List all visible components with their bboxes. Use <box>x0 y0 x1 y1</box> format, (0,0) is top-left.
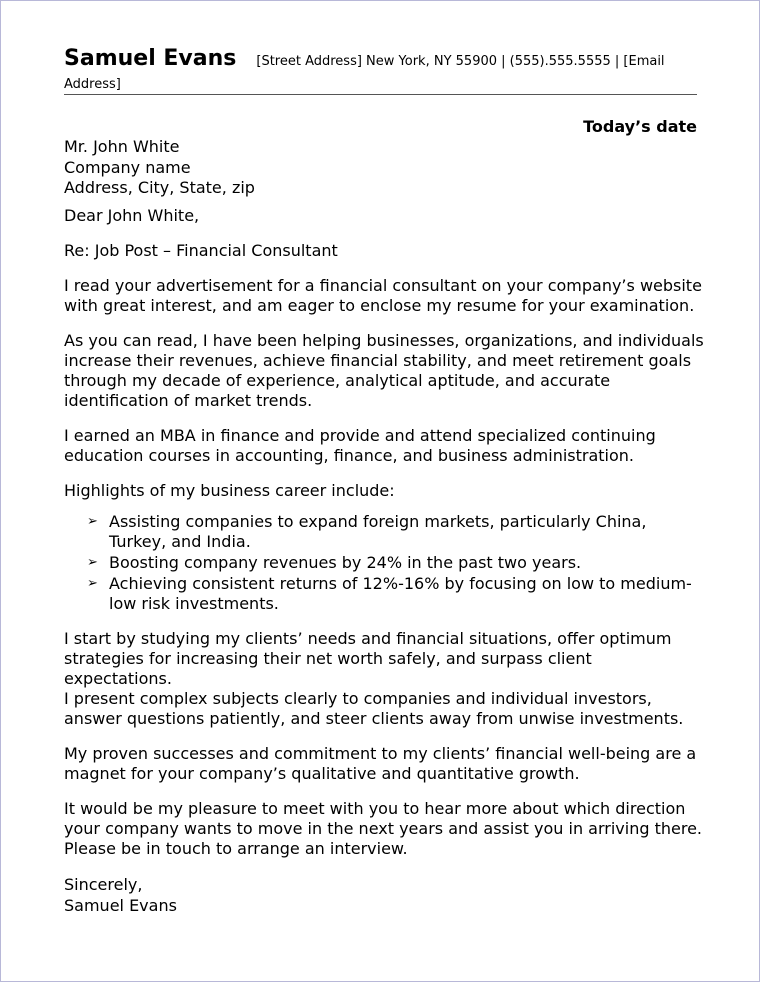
paragraph-education: I earned an MBA in finance and provide and attend specialized continuing education courses in accounting, finance, and business administration. <box>64 425 656 465</box>
arrow-bullet-icon: ➢ <box>87 575 98 591</box>
list-item <box>64 574 704 614</box>
paragraph-communication: I present complex subjects clearly to companies and individual investors, answer questions patiently, and steer clients away from unwise investments. <box>64 688 684 728</box>
recipient-company: Company name <box>64 157 191 177</box>
letter-date: Today’s date <box>583 117 697 136</box>
recipient-block <box>64 137 704 199</box>
paragraph-approach: I start by studying my clients’ needs and financial situations, offer optimum strategies for increasing their net worth safely, and surpass client expectations. <box>64 628 672 688</box>
highlight-text: Achieving consistent returns of 12%-16% by focusing on low to medium-low risk investments. <box>109 573 692 613</box>
highlight-text: Assisting companies to expand foreign markets, particularly China, Turkey, and India. <box>109 511 647 551</box>
recipient-name: Mr. John White <box>64 137 180 156</box>
arrow-bullet-icon: ➢ <box>87 513 98 529</box>
sender-name: Samuel Evans <box>64 46 237 71</box>
list-item <box>64 553 704 573</box>
highlights-list <box>64 512 704 614</box>
recipient-address: Address, City, State, zip <box>64 178 255 197</box>
list-item <box>64 512 704 552</box>
subject-line: Re: Job Post – Financial Consultant <box>64 240 338 260</box>
signature-name: Samuel Evans <box>64 895 177 915</box>
paragraph-call-to-action: Please be in touch to arrange an interview. <box>64 838 408 858</box>
paragraph-meeting: It would be my pleasure to meet with you to hear more about which direction your company wants to move in the next years and assist you in arriving there. <box>64 798 702 838</box>
arrow-bullet-icon: ➢ <box>87 554 98 570</box>
highlight-text: Boosting company revenues by 24% in the past two years. <box>109 552 582 572</box>
paragraph-experience: As you can read, I have been helping businesses, organizations, and individuals increase their revenues, achieve financial stability, and meet retirement goals through my decade of experience, analytical aptitude, and accurate identification of market trends. <box>64 330 704 410</box>
highlights-intro: Highlights of my business career include: <box>64 480 395 500</box>
letter-content <box>64 45 704 916</box>
closing-block <box>64 874 704 916</box>
letterhead <box>64 45 697 95</box>
salutation: Dear John White, <box>64 205 200 225</box>
paragraph-value: My proven successes and commitment to my clients’ financial well-being are a magnet for your company’s qualitative and quantitative growth. <box>64 743 697 783</box>
sender-contact: [Street Address] New York, NY 55900 | (555).555.5555 | [Email Address] <box>64 54 665 92</box>
valediction: Sincerely, <box>64 874 143 894</box>
paragraph-intro: I read your advertisement for a financial consultant on your company’s website with great interest, and am eager to enclose my resume for your examination. <box>64 275 702 315</box>
